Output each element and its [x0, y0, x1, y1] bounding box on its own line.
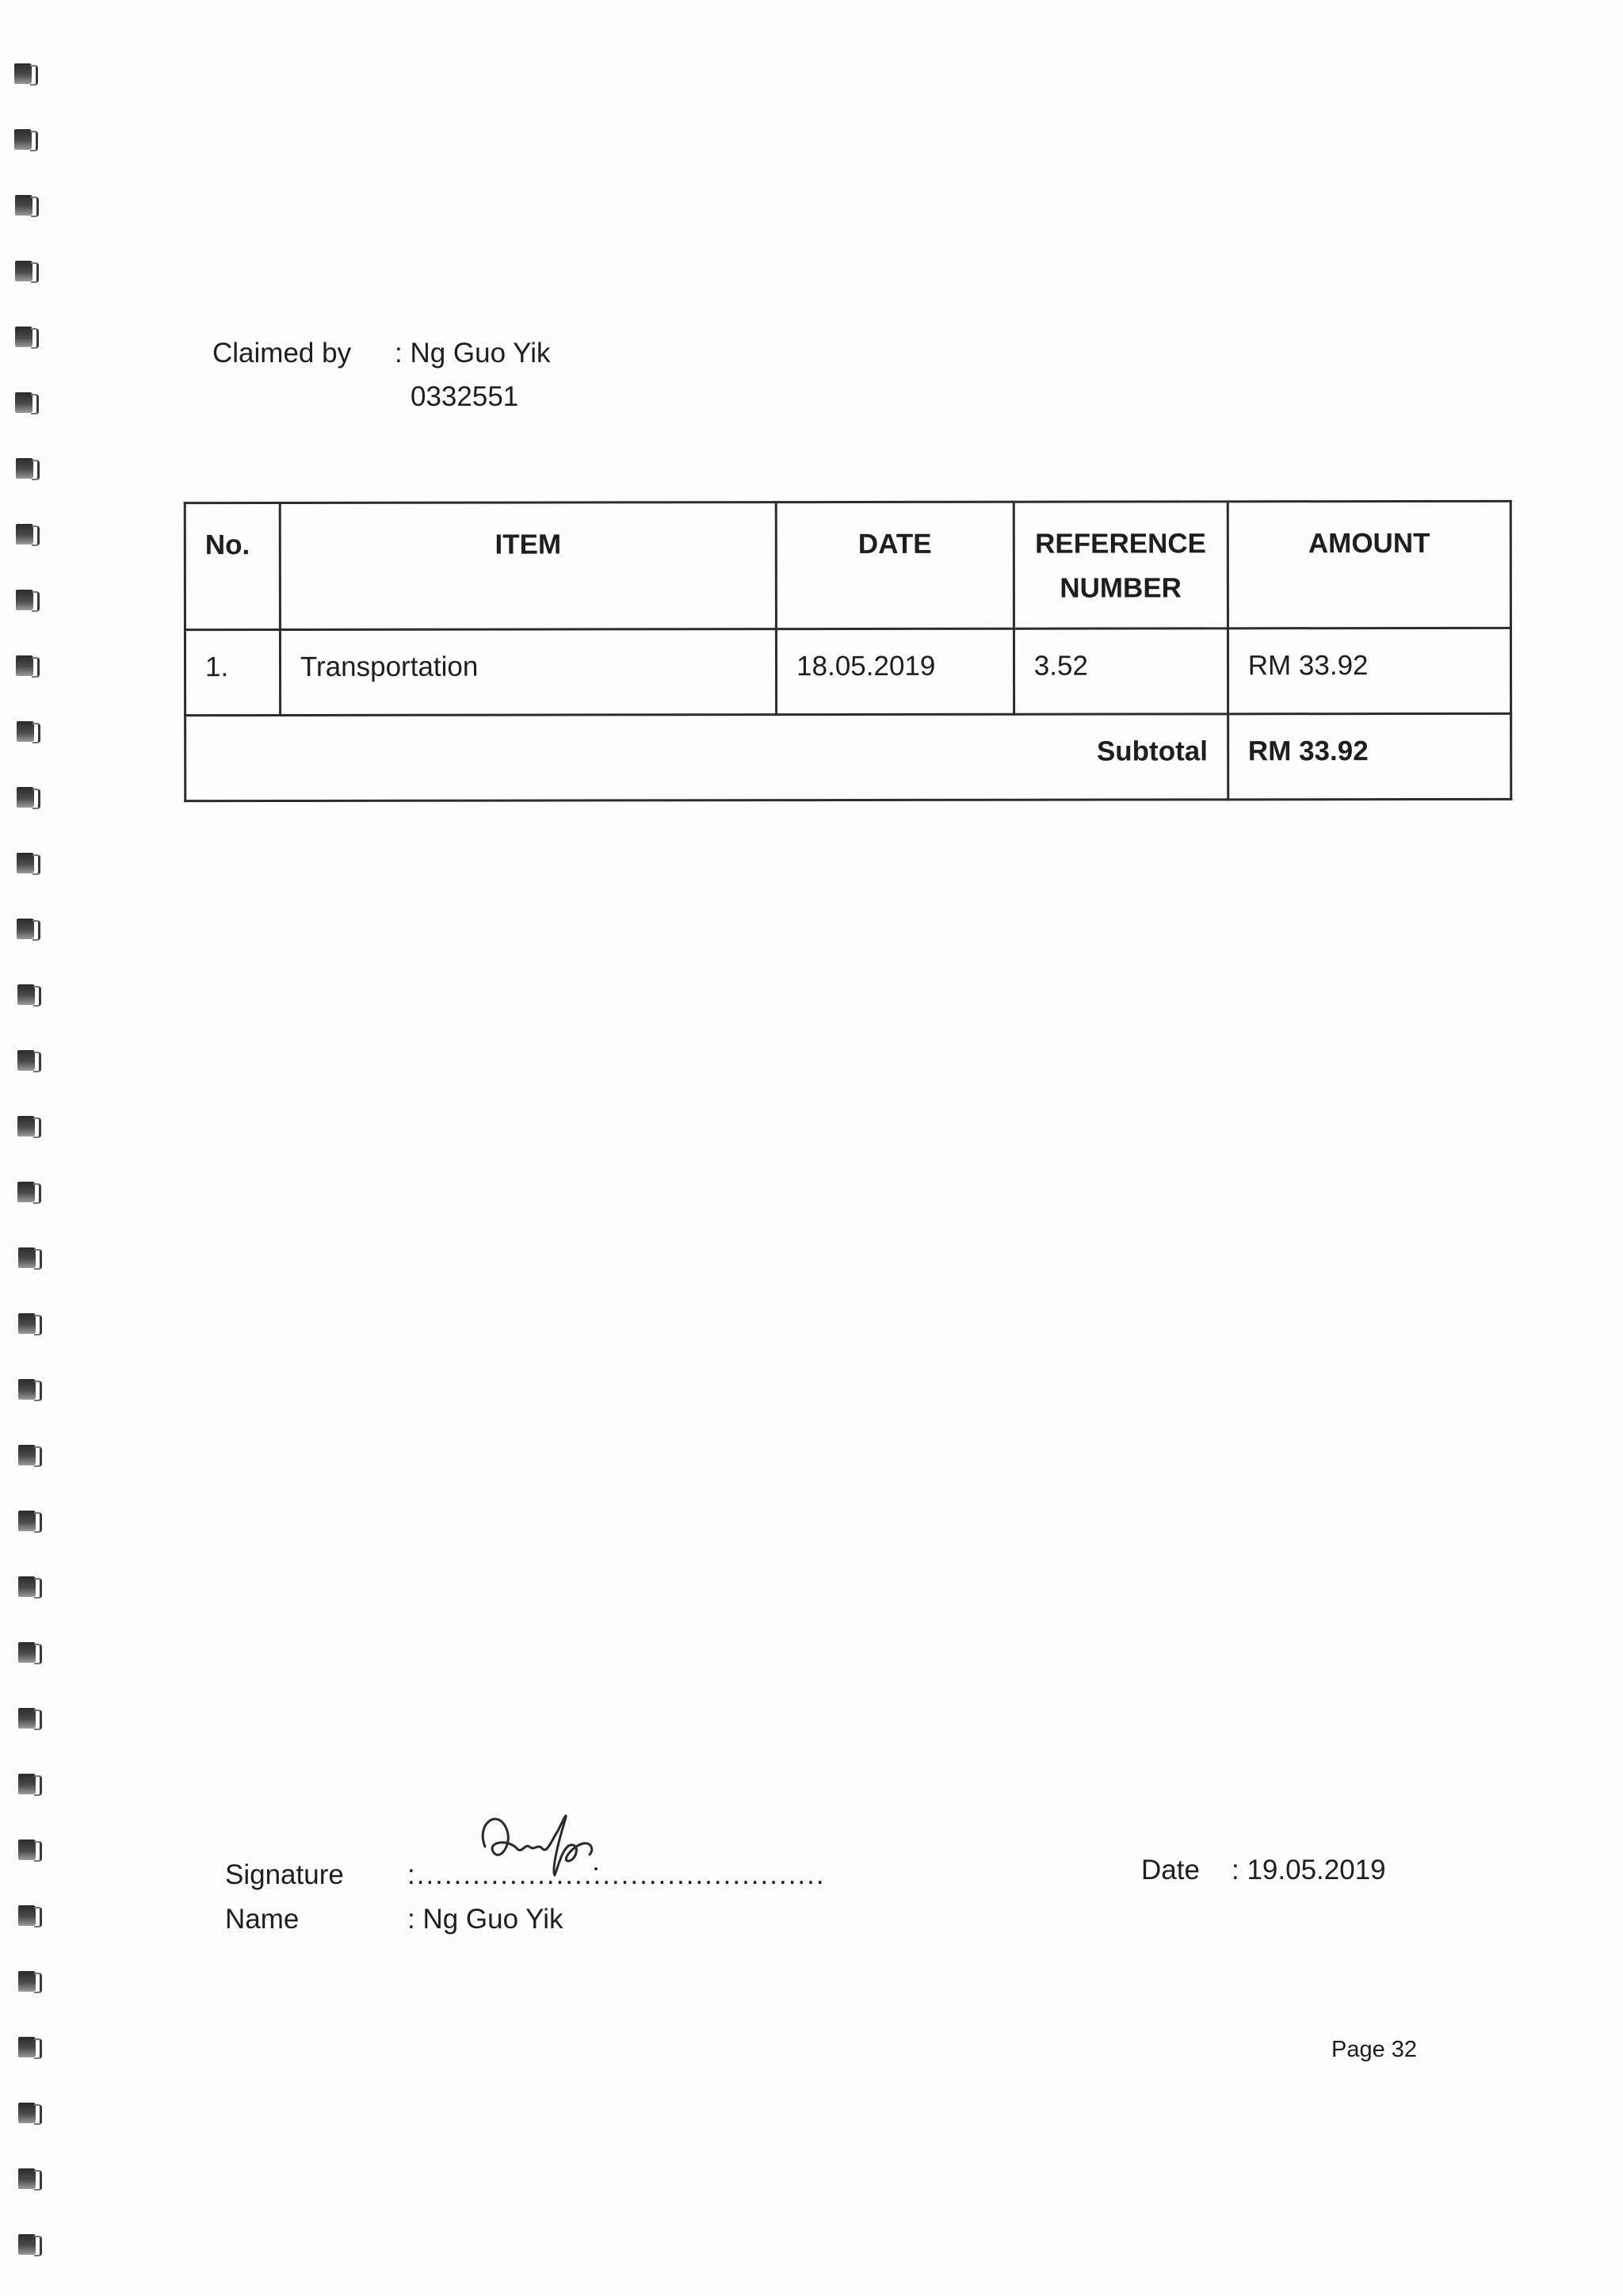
binding-ring: [16, 655, 40, 678]
date-value: : 19.05.2019: [1232, 1855, 1386, 1885]
binding-ring: [18, 1905, 42, 1927]
binding-ring: [14, 63, 38, 86]
claimant-id: 0332551: [411, 381, 519, 412]
table-row: [185, 628, 1510, 715]
cell-no: 1.: [185, 630, 280, 716]
binding-ring: [18, 2168, 42, 2191]
binding-ring: [18, 1445, 42, 1467]
binding-ring: [17, 787, 40, 809]
binding-ring: [18, 1576, 42, 1599]
cell-reference: 3.52: [1014, 628, 1228, 714]
binding-ring: [18, 1511, 42, 1533]
date-label: Date: [1141, 1855, 1200, 1885]
binding-ring: [18, 2103, 42, 2125]
page-number: Page 32: [1331, 2037, 1418, 2062]
signature-label: Signature: [225, 1859, 344, 1890]
binding-ring: [17, 919, 40, 941]
header-reference-line1: REFERENCE: [1035, 528, 1207, 560]
binding-ring: [15, 195, 39, 217]
binding-ring: [18, 1642, 42, 1664]
binding-ring: [17, 721, 40, 743]
binding-ring: [16, 590, 40, 612]
binding-ring: [16, 458, 40, 480]
binding-ring: [18, 1839, 42, 1862]
header-no: No.: [185, 503, 280, 630]
spiral-binding: [10, 63, 49, 2267]
header-item: ITEM: [280, 502, 776, 630]
subtotal-label: Subtotal: [185, 714, 1228, 801]
binding-ring: [16, 524, 40, 546]
binding-ring: [18, 1313, 42, 1335]
claim-table: [184, 500, 1513, 802]
binding-ring: [15, 327, 39, 349]
cell-amount: RM 33.92: [1228, 628, 1510, 713]
header-reference: [1014, 502, 1228, 628]
name-value: : Ng Guo Yik: [407, 1904, 563, 1935]
binding-ring: [14, 129, 38, 151]
binding-ring: [18, 2234, 42, 2256]
table-header-row: [185, 501, 1510, 629]
binding-ring: [17, 1116, 41, 1138]
binding-ring: [17, 984, 41, 1007]
subtotal-row: [185, 713, 1511, 800]
header-date: DATE: [776, 502, 1014, 628]
binding-ring: [17, 1182, 41, 1204]
cell-item: Transportation: [280, 629, 776, 716]
subtotal-value: RM 33.92: [1228, 713, 1510, 799]
binding-ring: [15, 392, 39, 415]
binding-ring: [18, 1774, 42, 1796]
binding-ring: [17, 853, 40, 875]
binding-ring: [18, 1247, 42, 1270]
binding-ring: [15, 261, 39, 283]
name-label: Name: [225, 1904, 300, 1935]
binding-ring: [17, 1050, 41, 1072]
binding-ring: [18, 2037, 42, 2059]
binding-ring: [18, 1708, 42, 1730]
claimant-name: : Ng Guo Yik: [395, 338, 551, 369]
header-amount: AMOUNT: [1228, 501, 1510, 628]
binding-ring: [18, 1379, 42, 1401]
header-reference-line2: NUMBER: [1060, 572, 1182, 604]
signature-line: :............................................: [407, 1859, 826, 1890]
cell-date: 18.05.2019: [777, 628, 1014, 714]
binding-ring: [18, 1971, 42, 1993]
claimed-by-label: Claimed by: [212, 338, 352, 369]
